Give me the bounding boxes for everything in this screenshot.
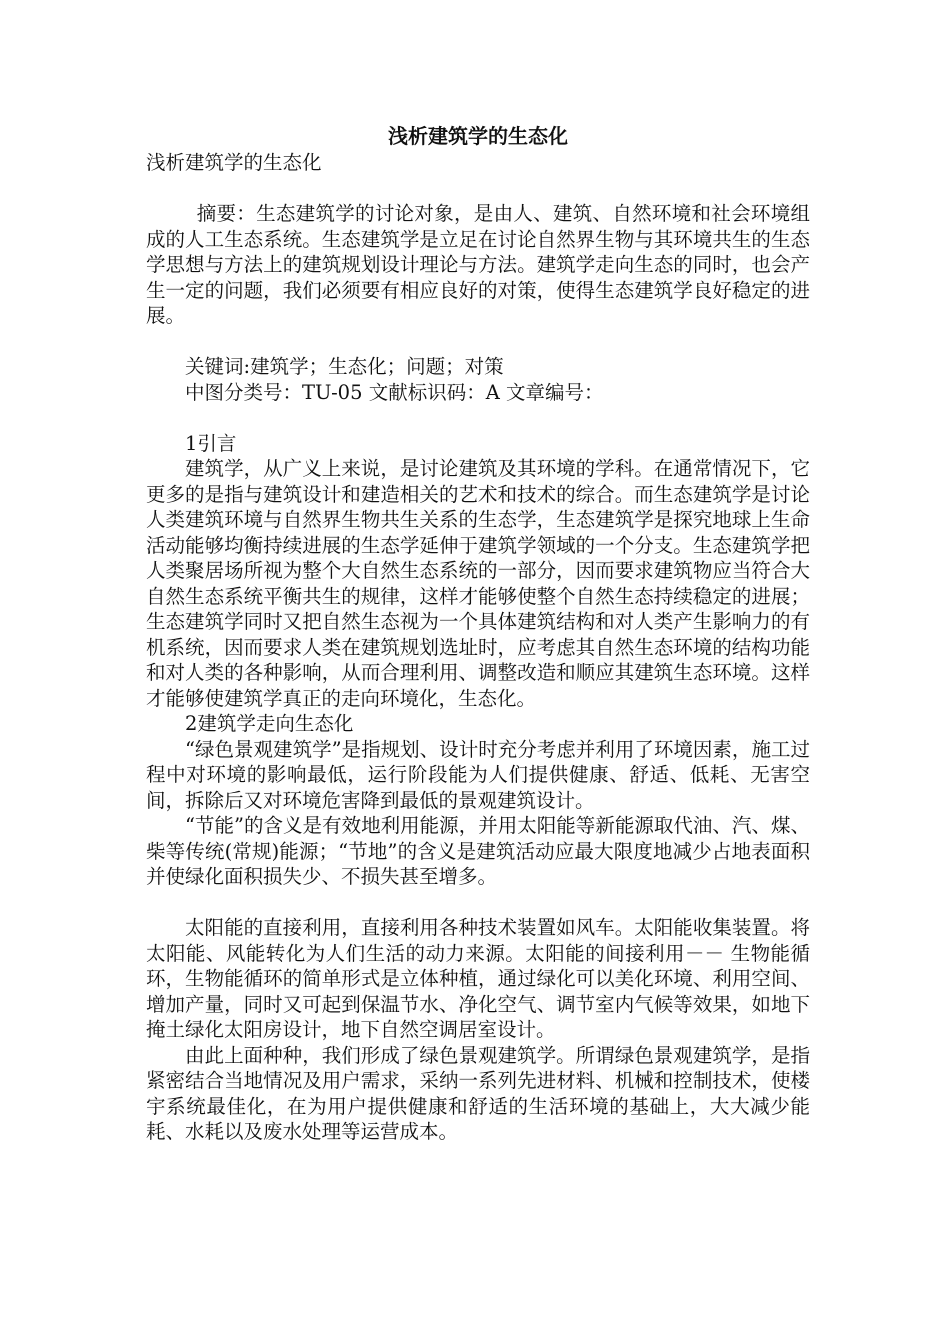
document-subtitle: 浅析建筑学的生态化 xyxy=(146,151,322,174)
classification-line: 中图分类号：TU-05 文献标识码：A 文章编号： xyxy=(185,380,604,404)
section-2-paragraph-3: 太阳能的直接利用，直接利用各种技术装置如风车。太阳能收集装置。将太阳能、风能转化为人们生活的动力来源。太阳能的间接利用－－ 生物能循环，生物能循环的简单形式是立体种植，通过绿化可以美化环境、利用空间、增加产量，同时又可起到保温节水、净化空气、调节室内气候等效果，如地下掩土绿化太阳房设计，地下自然空调居室设计。 xyxy=(146,916,810,1041)
abstract-paragraph: 摘要：生态建筑学的讨论对象，是由人、建筑、自然环境和社会环境组成的人工生态系统。生态建筑学是立足在讨论自然界生物与其环境共生的生态学思想与方法上的建筑规划设计理论与方法。建筑学走向生态的同时，也会产生一定的问题，我们必须要有相应良好的对策，使得生态建筑学良好稳定的进展。 xyxy=(146,202,810,327)
section-2-heading: 2建筑学走向生态化 xyxy=(185,712,354,735)
section-1-heading: 1引言 xyxy=(185,431,237,455)
spacer xyxy=(146,890,810,916)
spacer xyxy=(146,405,810,431)
section-1-paragraph-1: 建筑学，从广义上来说，是讨论建筑及其环境的学科。在通常情况下，它更多的是指与建筑设计和建造相关的艺术和技术的综合。而生态建筑学是讨论人类建筑环境与自然界生物共生关系的生态学，生态建筑学是探究地球上生命活动能够均衡持续进展的生态学延伸于建筑学领域的一个分支。生态建筑学把人类聚居场所视为整个大自然生态系统的一部分，因而要求建筑物应当符合大自然生态系统平衡共生的规律，这样才能够使整个自然生态持续稳定的进展；生态建筑学同时又把自然生态视为一个具体建筑结构和对人类产生影响力的有机系统，因而要求人类在建筑规划选址时，应考虑其自然生态环境的结构功能和对人类的各种影响，从而合理利用、调整改造和顺应其建筑生态环境。这样才能够使建筑学真正的走向环境化，生态化。 xyxy=(146,457,810,710)
section-2-paragraph-1: “绿色景观建筑学”是指规划、设计时充分考虑并利用了环境因素，施工过程中对环境的影响最低，运行阶段能为人们提供健康、舒适、低耗、无害空间，拆除后又对环境危害降到最低的景观建筑设计。 xyxy=(146,737,810,812)
document-page xyxy=(146,122,810,1145)
keywords-line: 关键词:建筑学；生态化；问题；对策 xyxy=(185,355,504,378)
section-2-paragraph-2: “节能”的含义是有效地利用能源，并用太阳能等新能源取代油、汽、煤、柴等传统(常规)能源；“节地”的含义是建筑活动应最大限度地减少占地表面积并使绿化面积损失少、不损失甚至增多。 xyxy=(146,814,810,888)
spacer xyxy=(146,329,810,355)
section-2-paragraph-4: 由此上面种种，我们形成了绿色景观建筑学。所谓绿色景观建筑学，是指紧密结合当地情况及用户需求，采纳一系列先进材料、机械和控制技术，使楼宇系统最佳化，在为用户提供健康和舒适的生活环境的基础上，大大减少能耗、水耗以及废水处理等运营成本。 xyxy=(146,1043,810,1143)
spacer xyxy=(146,176,810,202)
document-title: 浅析建筑学的生态化 xyxy=(388,124,568,148)
